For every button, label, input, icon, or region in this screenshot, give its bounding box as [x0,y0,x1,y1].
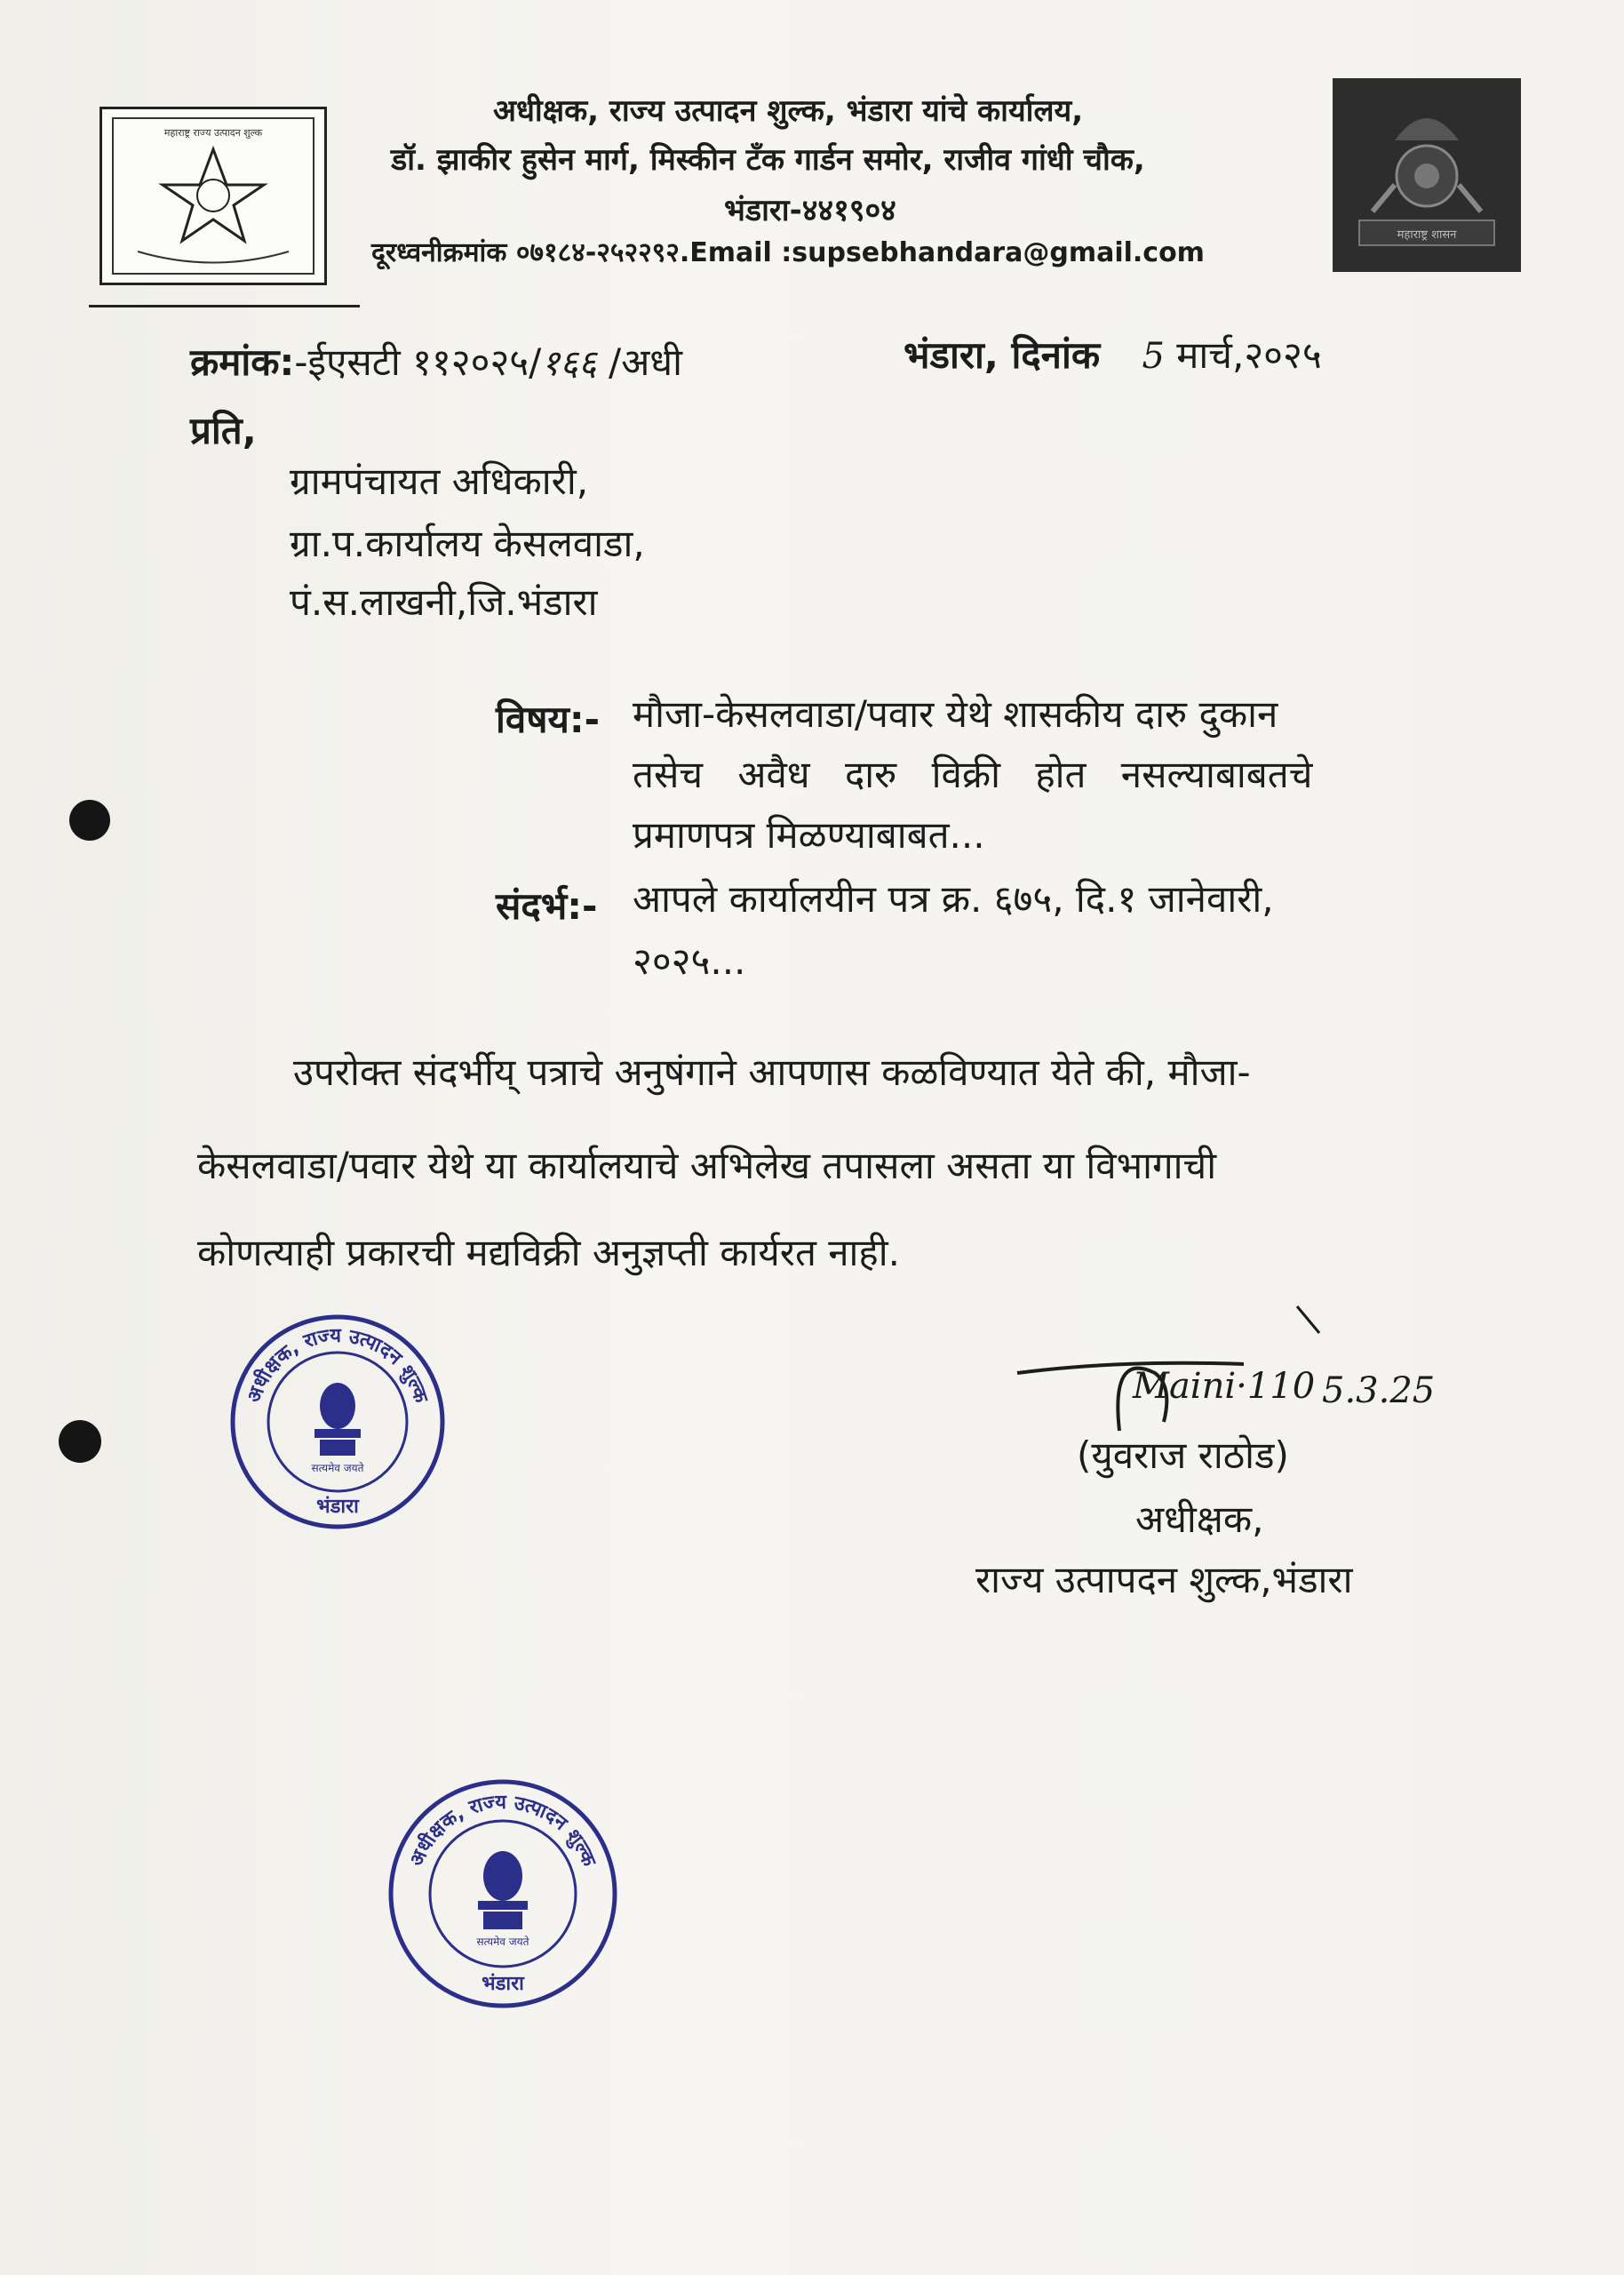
punch-hole-bottom [59,1420,101,1463]
recipient-line-3: पं.स.लाखनी,जि.भंडारा [290,580,598,624]
subject-line-2: तसेच अवैध दारु विक्री होत नसल्याबाबतचे [633,753,1313,796]
ref-line-1: आपले कार्यालयीन पत्र क्र. ६७५, दि.१ जानेवारी, [633,877,1274,921]
right-emblem-text: महाराष्ट्र शासन [1397,228,1457,242]
stamp-1-motto: सत्यमेव जयते [311,1462,364,1474]
ref-label: संदर्भ:- [496,884,598,928]
signatory-office: राज्य उत्पापदन शुल्क,भंडारा [975,1558,1353,1601]
signature-date-handwritten: 5.3.25 [1322,1370,1436,1411]
signatory-designation: अधीक्षक, [1135,1497,1264,1541]
reference-label: क्रमांक: [190,340,295,384]
punch-hole-top [69,800,110,841]
signature-handwritten: Maini·110 [1133,1366,1316,1407]
signatory-name: (युवराज राठोड) [1077,1433,1289,1477]
office-stamp-2 [382,1773,624,2015]
subject-line-1: मौजा-केसलवाडा/पवार येथे शासकीय दारु दुकान [633,692,1278,736]
place-date-line [904,329,1322,379]
office-stamp-1 [222,1306,453,1537]
date-month-year: मार्च,२०२५ [1164,333,1322,377]
subject-line-3: प्रमाणपत्र मिळण्याबाबत... [633,813,985,857]
left-logo-text: महाराष्ट्र राज्य उत्पादन शुल्क [163,127,263,139]
letterhead-line-2: डॉ. झाकीर हुसेन मार्ग, मिस्कीन टँक गार्डन समोर, राजीव गांधी चौक, [391,142,1145,178]
reference-line [190,336,682,387]
recipient-line-1: ग्रामपंचायत अधिकारी, [290,459,589,503]
letterhead-line-4: दूरध्वनीक्रमांक ०७१८४-२५२२९२.Email :supsebhandara@gmail.com [371,237,1205,268]
stamp-2-arc-text: अधीक्षक, राज्य उत्पादन शुल्क [405,1791,601,1870]
national-emblem-icon [478,1851,528,1929]
body-line-3: कोणत्याही प्रकारची मद्यविक्री अनुज्ञप्ती कार्यरत नाही. [197,1231,900,1274]
date-day-handwritten: 5 [1142,336,1165,377]
stamp-1-arc-text: अधीक्षक, राज्य उत्पादन शुल्क [243,1324,433,1406]
stamp-2-motto: सत्यमेव जयते [476,1936,529,1948]
letterhead-divider [89,305,360,307]
recipient-prefix: प्रति, [190,409,257,452]
place-date-prefix: भंडारा, दिनांक [904,333,1101,377]
left-logo [100,107,327,285]
reference-number-handwritten: १६६ [541,343,597,384]
royal-seal-icon [1333,78,1521,272]
right-emblem [1333,78,1521,272]
letterhead-line-1: अधीक्षक, राज्य उत्पादन शुल्क, भंडारा यांचे कार्यालय, [493,93,1084,129]
recipient-line-2: ग्रा.प.कार्यालय केसलवाडा, [290,522,645,565]
body-line-1: उपरोक्त संदर्भीय् पत्राचे अनुषंगाने आपणास कळविण्यात येते की, मौजा- [293,1050,1251,1094]
stamp-1-bottom-text: भंडारा [316,1496,359,1518]
ref-line-2: २०२५... [633,939,746,983]
star-emblem-icon [102,109,324,283]
letterhead-line-3: भंडारा-४४१९०४ [724,193,896,228]
stamp-2-bottom-text: भंडारा [482,1973,524,1995]
subject-label: विषय:- [496,698,601,741]
reference-number-suffix: /अधी [596,340,683,384]
body-line-2: केसलवाडा/पवार येथे या कार्यालयाचे अभिलेख तपासला असता या विभागाची [197,1144,1217,1187]
national-emblem-icon [314,1383,361,1456]
reference-number: -ईएसटी ११२०२५/ [294,340,542,384]
